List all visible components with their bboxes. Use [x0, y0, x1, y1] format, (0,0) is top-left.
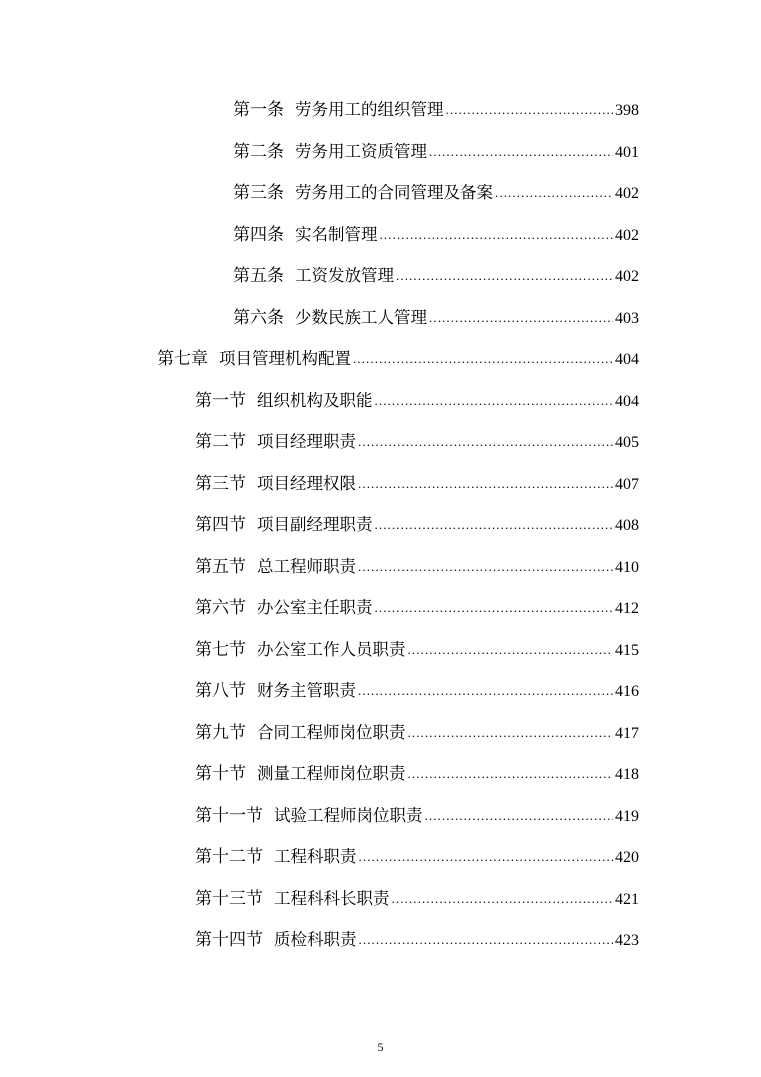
toc-entry-page: 408 — [615, 517, 639, 535]
toc-entry-line — [195, 721, 761, 746]
toc-entry-page: 416 — [615, 683, 639, 701]
toc-entry[interactable] — [0, 422, 761, 464]
toc-dot-leader — [429, 306, 613, 330]
toc-dot-leader — [446, 98, 614, 122]
toc-entry-page: 410 — [615, 558, 639, 576]
toc-entry-line — [233, 223, 761, 248]
toc-entry[interactable] — [0, 298, 761, 340]
toc-entry[interactable] — [0, 547, 761, 589]
toc-entry-title: 项目经理职责 — [257, 432, 356, 452]
toc-entry[interactable] — [0, 837, 761, 879]
toc-entry-number: 第七章 — [157, 349, 208, 370]
toc-entry-number: 第四条 — [233, 224, 284, 245]
toc-entry-line — [195, 430, 761, 455]
toc-entry[interactable] — [0, 671, 761, 713]
toc-entry-line — [157, 347, 761, 372]
toc-entry-page: 403 — [615, 309, 639, 327]
toc-entry[interactable] — [0, 381, 761, 423]
page-number: 5 — [377, 1040, 384, 1054]
toc-entry-page: 417 — [615, 724, 639, 742]
toc-entry[interactable] — [0, 920, 761, 962]
toc-dot-leader — [396, 264, 613, 288]
toc-entry-number: 第一条 — [233, 100, 284, 121]
toc-entry-title: 组织机构及职能 — [257, 390, 373, 410]
toc-entry-title: 试验工程师岗位职责 — [274, 805, 423, 825]
toc-entry-line — [195, 928, 761, 953]
toc-dot-leader — [408, 721, 614, 745]
toc-dot-leader — [358, 555, 613, 579]
toc-dot-leader — [353, 347, 613, 371]
toc-entry-line — [195, 472, 761, 497]
toc-entry-title: 办公室工作人员职责 — [257, 639, 406, 659]
toc-entry-line — [233, 98, 761, 123]
toc-entry-number: 第二条 — [233, 141, 284, 162]
toc-entry-page: 412 — [615, 600, 639, 618]
toc-entry-page: 418 — [615, 766, 639, 784]
toc-entry[interactable] — [0, 505, 761, 547]
toc-dot-leader — [380, 223, 614, 247]
toc-entry-number: 第八节 — [195, 681, 246, 702]
toc-entry[interactable] — [0, 588, 761, 630]
toc-dot-leader — [408, 762, 614, 786]
toc-entry-page: 419 — [615, 807, 639, 825]
toc-entry-title: 劳务用工的组织管理 — [295, 100, 444, 120]
toc-entry-page: 398 — [615, 102, 639, 120]
toc-entry-page: 402 — [615, 185, 639, 203]
toc-dot-leader — [359, 845, 614, 869]
toc-entry-page: 420 — [615, 849, 639, 867]
toc-dot-leader — [408, 638, 614, 662]
toc-entry-number: 第九节 — [195, 722, 246, 743]
toc-entry-number: 第六节 — [195, 598, 246, 619]
toc-entry-page: 415 — [615, 641, 639, 659]
toc-entry-line — [195, 887, 761, 912]
toc-entry-line — [195, 762, 761, 787]
toc-entry-number: 第五节 — [195, 556, 246, 577]
toc-entry-page: 402 — [615, 226, 639, 244]
table-of-contents — [0, 90, 761, 962]
toc-entry-line — [195, 845, 761, 870]
toc-entry-line — [195, 389, 761, 414]
toc-entry-title: 劳务用工资质管理 — [295, 141, 427, 161]
toc-entry-line — [233, 306, 761, 331]
toc-entry[interactable] — [0, 879, 761, 921]
toc-entry-title: 劳务用工的合同管理及备案 — [295, 183, 493, 203]
toc-chapter-entry[interactable] — [0, 339, 761, 381]
toc-entry-line — [233, 264, 761, 289]
toc-entry-title: 项目副经理职责 — [257, 515, 373, 535]
toc-entry-title: 项目经理权限 — [257, 473, 356, 493]
toc-entry-title: 实名制管理 — [295, 224, 378, 244]
toc-entry-page: 402 — [615, 268, 639, 286]
toc-entry-page: 423 — [615, 932, 639, 950]
toc-entry-number: 第三节 — [195, 473, 246, 494]
toc-dot-leader — [358, 679, 613, 703]
toc-entry-title: 测量工程师岗位职责 — [257, 764, 406, 784]
toc-entry-number: 第十二节 — [195, 847, 263, 868]
toc-entry-title: 财务主管职责 — [257, 681, 356, 701]
toc-entry-title: 工程科科长职责 — [274, 888, 390, 908]
toc-entry-title: 工程科职责 — [274, 847, 357, 867]
toc-dot-leader — [392, 887, 614, 911]
toc-entry-line — [195, 804, 761, 829]
toc-entry[interactable] — [0, 754, 761, 796]
toc-dot-leader — [375, 389, 614, 413]
toc-entry[interactable] — [0, 713, 761, 755]
toc-entry-line — [195, 555, 761, 580]
toc-entry[interactable] — [0, 256, 761, 298]
toc-entry-number: 第六条 — [233, 307, 284, 328]
toc-entry-line — [233, 181, 761, 206]
toc-entry-number: 第四节 — [195, 515, 246, 536]
toc-entry-page: 404 — [615, 392, 639, 410]
toc-entry-number: 第一节 — [195, 390, 246, 411]
toc-dot-leader — [358, 430, 613, 454]
toc-entry-title: 质检科职责 — [274, 930, 357, 950]
toc-entry-title: 少数民族工人管理 — [295, 307, 427, 327]
toc-entry-line — [233, 140, 761, 165]
toc-entry-page: 405 — [615, 434, 639, 452]
toc-entry[interactable] — [0, 630, 761, 672]
toc-entry-line — [195, 638, 761, 663]
toc-entry-page: 401 — [615, 143, 639, 161]
toc-entry-number: 第十节 — [195, 764, 246, 785]
toc-entry-number: 第十一节 — [195, 805, 263, 826]
toc-dot-leader — [359, 928, 614, 952]
toc-entry-number: 第十四节 — [195, 930, 263, 951]
toc-entry[interactable] — [0, 132, 761, 174]
toc-entry[interactable] — [0, 464, 761, 506]
toc-entry-page: 421 — [615, 890, 639, 908]
toc-entry-title: 合同工程师岗位职责 — [257, 722, 406, 742]
toc-entry-number: 第三条 — [233, 183, 284, 204]
toc-dot-leader — [429, 140, 613, 164]
toc-entry-title: 工资发放管理 — [295, 266, 394, 286]
toc-entry-page: 407 — [615, 475, 639, 493]
toc-entry-line — [195, 513, 761, 538]
toc-dot-leader — [495, 181, 613, 205]
toc-dot-leader — [375, 596, 614, 620]
toc-entry-line — [195, 596, 761, 621]
toc-entry-title: 办公室主任职责 — [257, 598, 373, 618]
toc-entry-number: 第十三节 — [195, 888, 263, 909]
toc-entry[interactable] — [0, 90, 761, 132]
toc-entry-title: 总工程师职责 — [257, 556, 356, 576]
toc-entry-number: 第五条 — [233, 266, 284, 287]
toc-entry-line — [195, 679, 761, 704]
toc-entry-number: 第七节 — [195, 639, 246, 660]
toc-entry[interactable] — [0, 173, 761, 215]
toc-entry-title: 项目管理机构配置 — [219, 349, 351, 369]
toc-dot-leader — [358, 472, 613, 496]
toc-dot-leader — [425, 804, 614, 828]
toc-entry[interactable] — [0, 796, 761, 838]
toc-entry-number: 第二节 — [195, 432, 246, 453]
toc-entry-page: 404 — [615, 351, 639, 369]
toc-entry[interactable] — [0, 215, 761, 257]
toc-dot-leader — [375, 513, 614, 537]
